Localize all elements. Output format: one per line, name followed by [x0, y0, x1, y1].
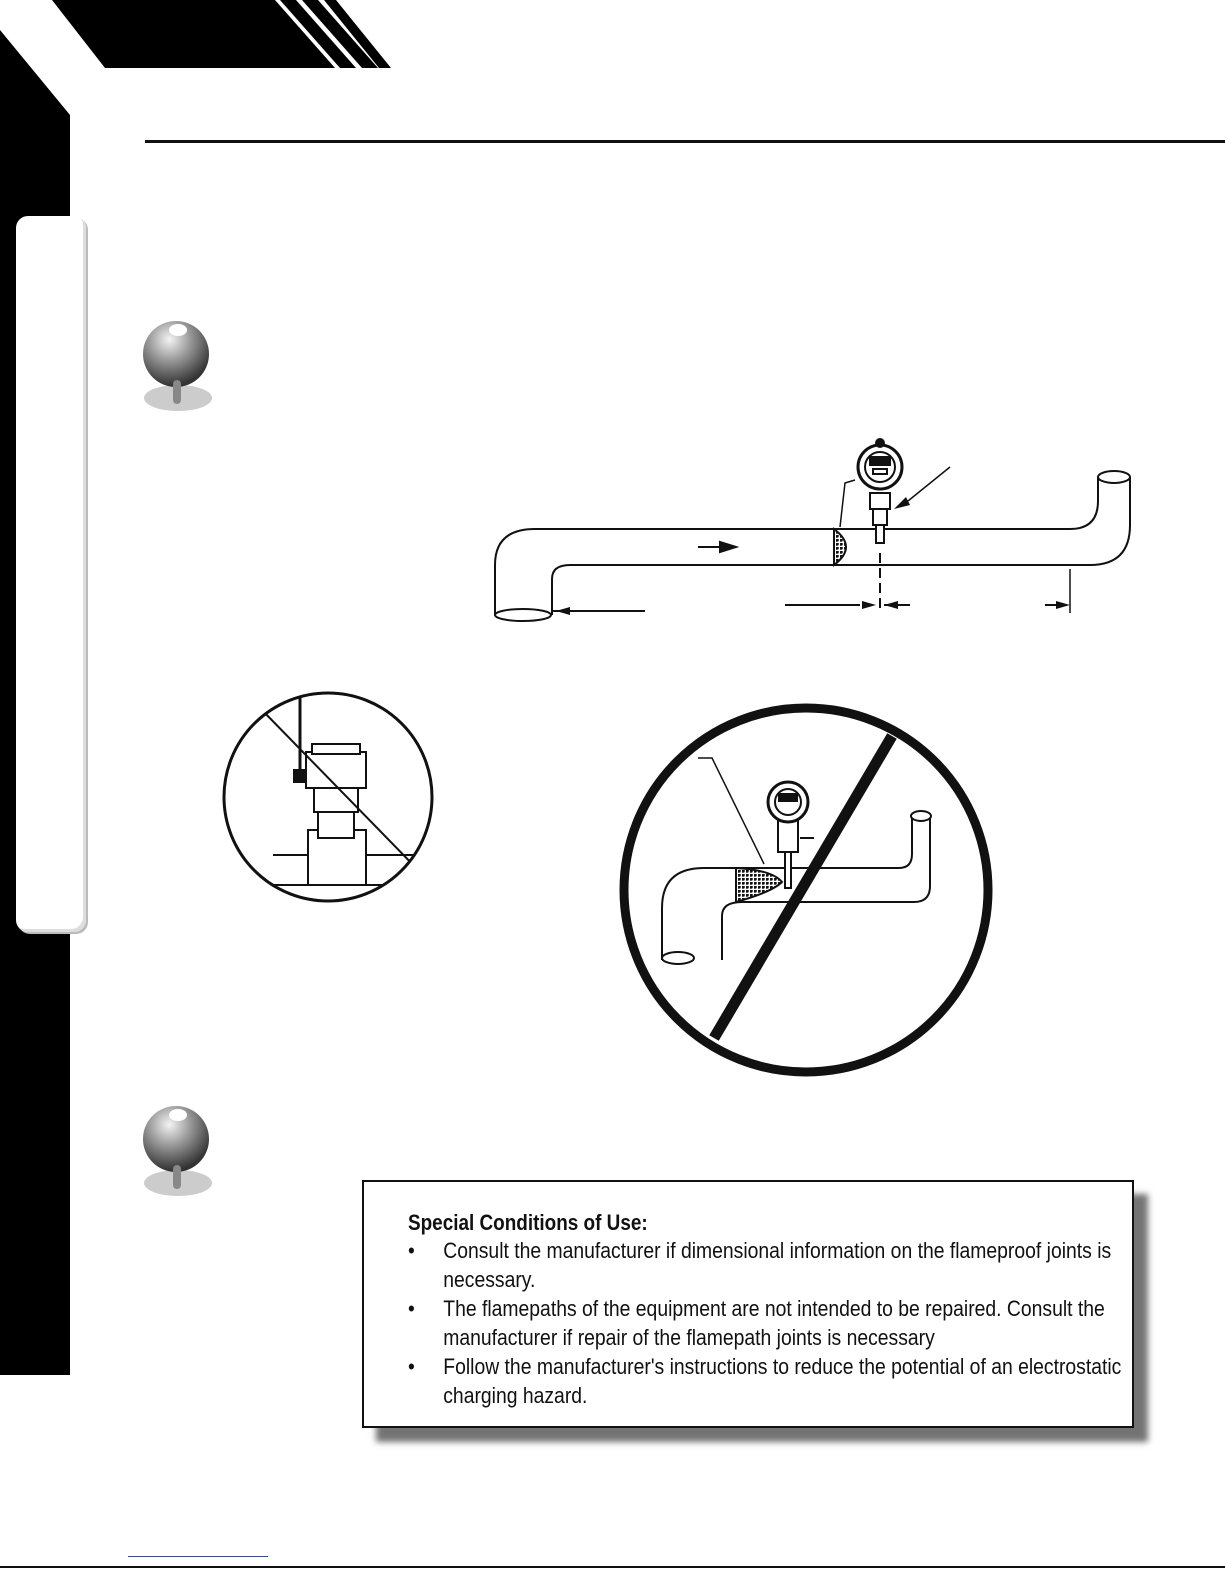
- notice-title: Special Conditions of Use:: [408, 1210, 648, 1235]
- footer-rule: [0, 1566, 1225, 1568]
- footer-link-underline: [128, 1556, 268, 1557]
- list-item: [408, 1236, 1123, 1294]
- notice-list: [408, 1236, 1168, 1410]
- bullet-glyph: •: [408, 1296, 415, 1321]
- bullet-glyph: •: [408, 1238, 415, 1263]
- incorrect-installation-prohibited-diagram: [614, 698, 998, 1082]
- sidebar-tab: [16, 216, 86, 932]
- info-icon: [140, 318, 216, 414]
- list-item: [408, 1352, 1123, 1410]
- list-item-text: Follow the manufacturer's instructions to reduce the potential of an electrostatic charging hazard.: [443, 1354, 1122, 1408]
- incorrect-mounting-small-diagram: [218, 690, 438, 905]
- list-item-text: Consult the manufacturer if dimensional information on the flameproof joints is necessary.: [443, 1238, 1112, 1292]
- bullet-glyph: •: [408, 1354, 415, 1379]
- info-icon: [140, 1103, 216, 1199]
- pipe-installation-diagram: [480, 435, 1150, 635]
- special-conditions-notice: [362, 1180, 1134, 1428]
- list-item-text: The flamepaths of the equipment are not intended to be repaired. Consult the manufacturer if repair of the flamepath joints is necessary: [443, 1296, 1105, 1350]
- list-item: [408, 1294, 1123, 1352]
- header-rule: [145, 140, 1225, 143]
